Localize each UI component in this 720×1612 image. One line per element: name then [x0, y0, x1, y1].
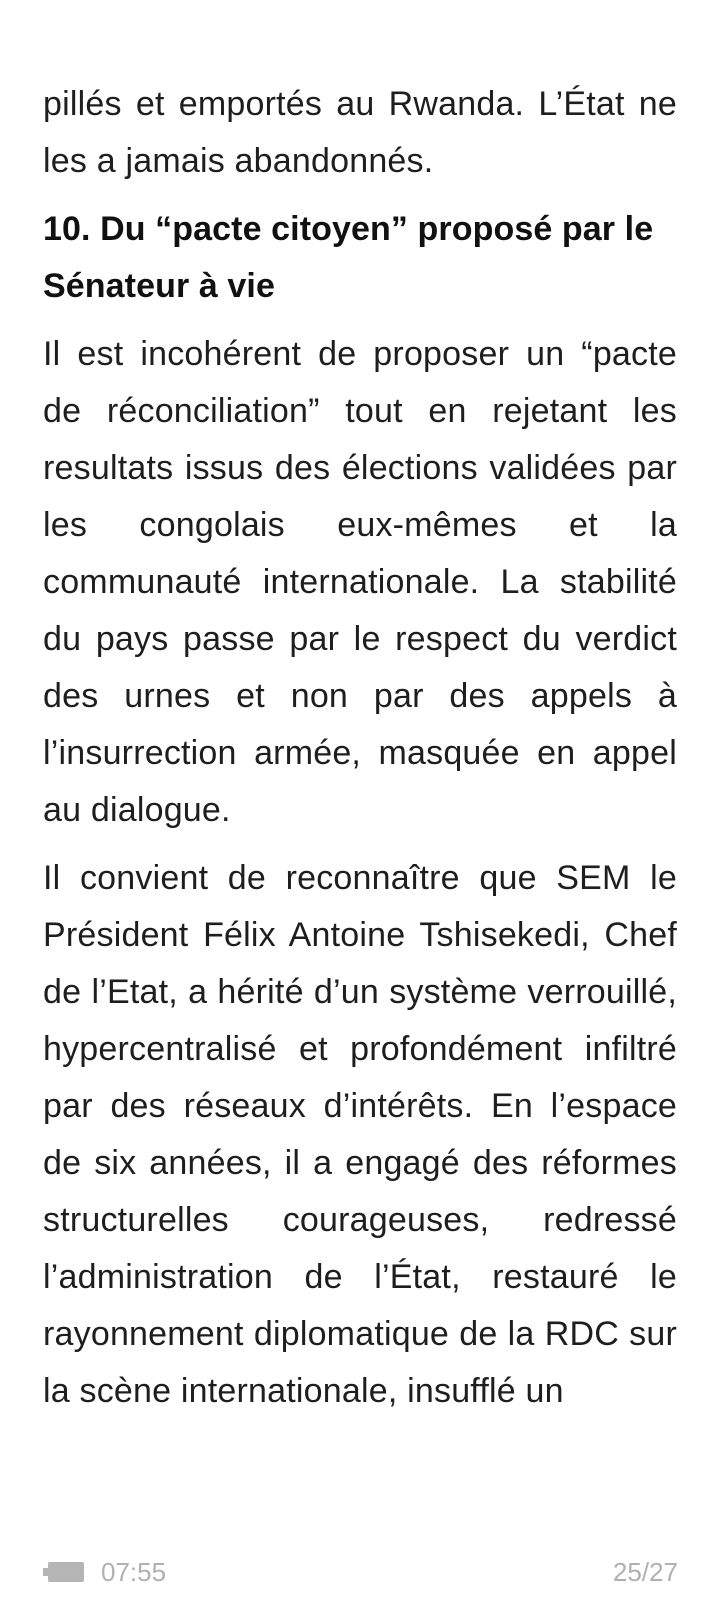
paragraph-continuation: pillés et emportés au Rwanda. L’État ne les a jamais abandonnés. [43, 85, 677, 180]
page-counter: 25/27 [612, 1557, 678, 1587]
paragraph-pacte: Il est incohérent de proposer un “pacte de réconciliation” tout en rejetant les resultats issus des élections validées par les congolais eux-mêmes et la communauté internationale. La stabilité du pays passe par le respect du verdict des urnes et non par des appels à l’insurrection armée, masquée en appel au dialogue. [43, 335, 677, 829]
paragraph-president: Il convient de reconnaître que SEM le Président Félix Antoine Tshisekedi, Chef de l’Etat, a hérité d’un système verrouillé, hypercentralisé et profondément infiltré par des réseaux d’intérêts. En l’espace de six années, il a engagé des réformes structurelles courageuses, redressé l’administration de l’État, restauré le rayonnement diplomatique de la RDC sur la scène internationale, insufflé un [43, 859, 677, 1410]
section-heading: 10. Du “pacte citoyen” proposé par le Sénateur à vie [43, 210, 654, 305]
battery-icon [42, 1560, 86, 1584]
reader-status-bar [0, 1548, 720, 1596]
reader-page[interactable] [43, 76, 677, 1420]
clock-time: 07:55 [101, 1557, 167, 1587]
